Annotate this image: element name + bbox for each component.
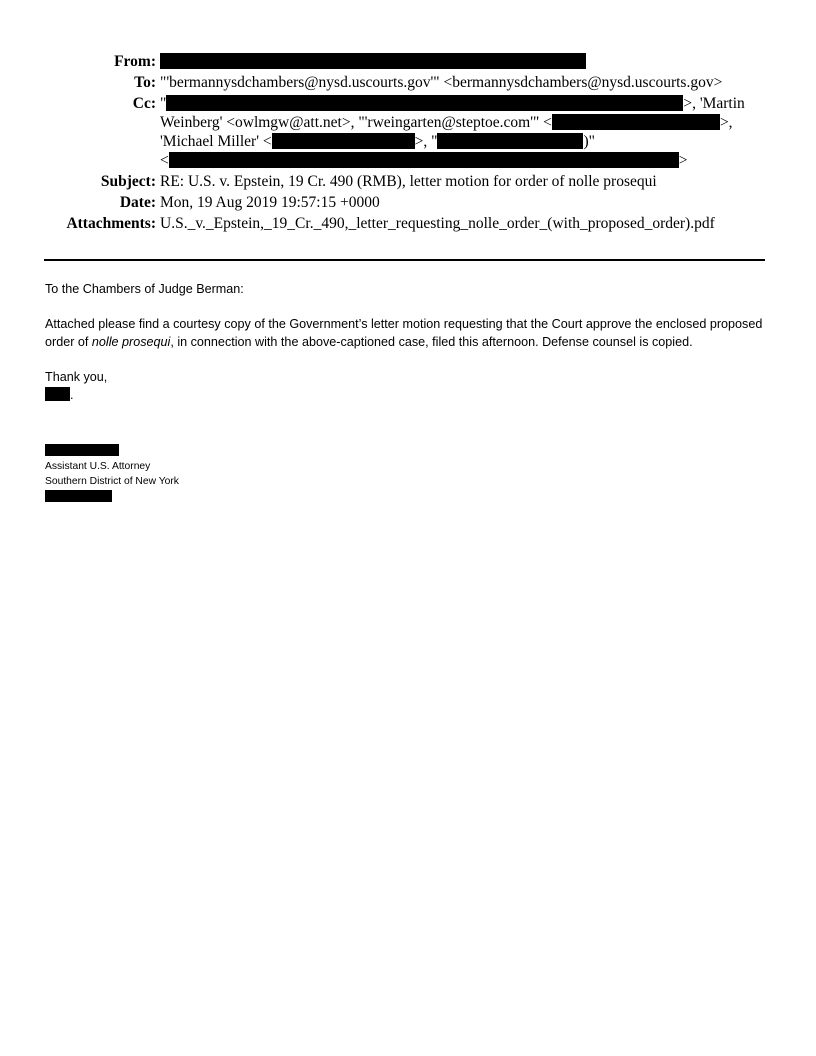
redaction-box	[166, 95, 683, 111]
cc-value	[160, 94, 760, 170]
body-text-part: Attached please find a courtesy copy of the Government’s letter motion requesting that the Court approve the enclosed proposed order of	[45, 317, 763, 349]
redaction-box	[552, 114, 720, 130]
redaction-box	[45, 490, 112, 502]
cc-label: Cc:	[132, 95, 156, 112]
closing: Thank you,	[45, 370, 108, 384]
signature-title: Assistant U.S. Attorney	[45, 461, 151, 472]
body-paragraph	[45, 315, 765, 351]
cc-text: <	[160, 152, 169, 169]
cc-text: >, "	[414, 133, 438, 150]
from-label: From:	[114, 53, 156, 70]
subject-row	[0, 172, 816, 191]
redaction-box	[45, 444, 119, 456]
date-label: Date:	[119, 194, 156, 211]
redaction-box	[437, 133, 583, 149]
from-row	[0, 52, 816, 71]
from-value	[160, 52, 760, 71]
redaction-box	[272, 133, 415, 149]
closing-period: .	[70, 388, 74, 402]
date-value: Mon, 19 Aug 2019 19:57:15 +0000	[160, 194, 380, 211]
to-row	[0, 73, 816, 92]
redaction-box	[45, 387, 70, 401]
signature-block	[45, 444, 179, 502]
body-text-part: , in connection with the above-captioned case, filed this afternoon. Defense counsel is copied.	[170, 335, 693, 349]
email-header	[0, 52, 816, 235]
cc-text: >, 'Martin Weinberg' <owlmgw@att.net>, "'rweingarten@steptoe.com'" <	[160, 95, 745, 131]
cc-text: "	[160, 95, 167, 112]
email-body	[45, 280, 765, 404]
to-value: "'bermannysdchambers@nysd.uscourts.gov'" <bermannysdchambers@nysd.uscourts.gov>	[160, 74, 723, 91]
header-divider	[44, 259, 765, 261]
cc-text: >, 'Michael Miller' <	[160, 114, 733, 150]
subject-value: RE: U.S. v. Epstein, 19 Cr. 490 (RMB), letter motion for order of nolle prosequi	[160, 173, 657, 190]
date-row	[0, 193, 816, 212]
cc-text: >	[678, 152, 688, 169]
greeting: To the Chambers of Judge Berman:	[45, 282, 244, 296]
attachment-filename: U.S._v._Epstein,_19_Cr._490,_letter_requesting_nolle_order_(with_proposed_order).pdf	[160, 215, 715, 232]
redaction-box	[160, 53, 586, 69]
signature-office: Southern District of New York	[45, 476, 179, 487]
subject-label: Subject:	[100, 173, 156, 190]
redaction-box	[169, 152, 679, 168]
to-label: To:	[134, 74, 156, 91]
cc-row	[0, 94, 816, 170]
attachments-label: Attachments:	[66, 215, 156, 232]
italic-term: nolle prosequi	[91, 335, 171, 349]
closing-block	[45, 368, 765, 404]
attachments-row	[0, 214, 816, 233]
cc-text: )"	[583, 133, 595, 150]
